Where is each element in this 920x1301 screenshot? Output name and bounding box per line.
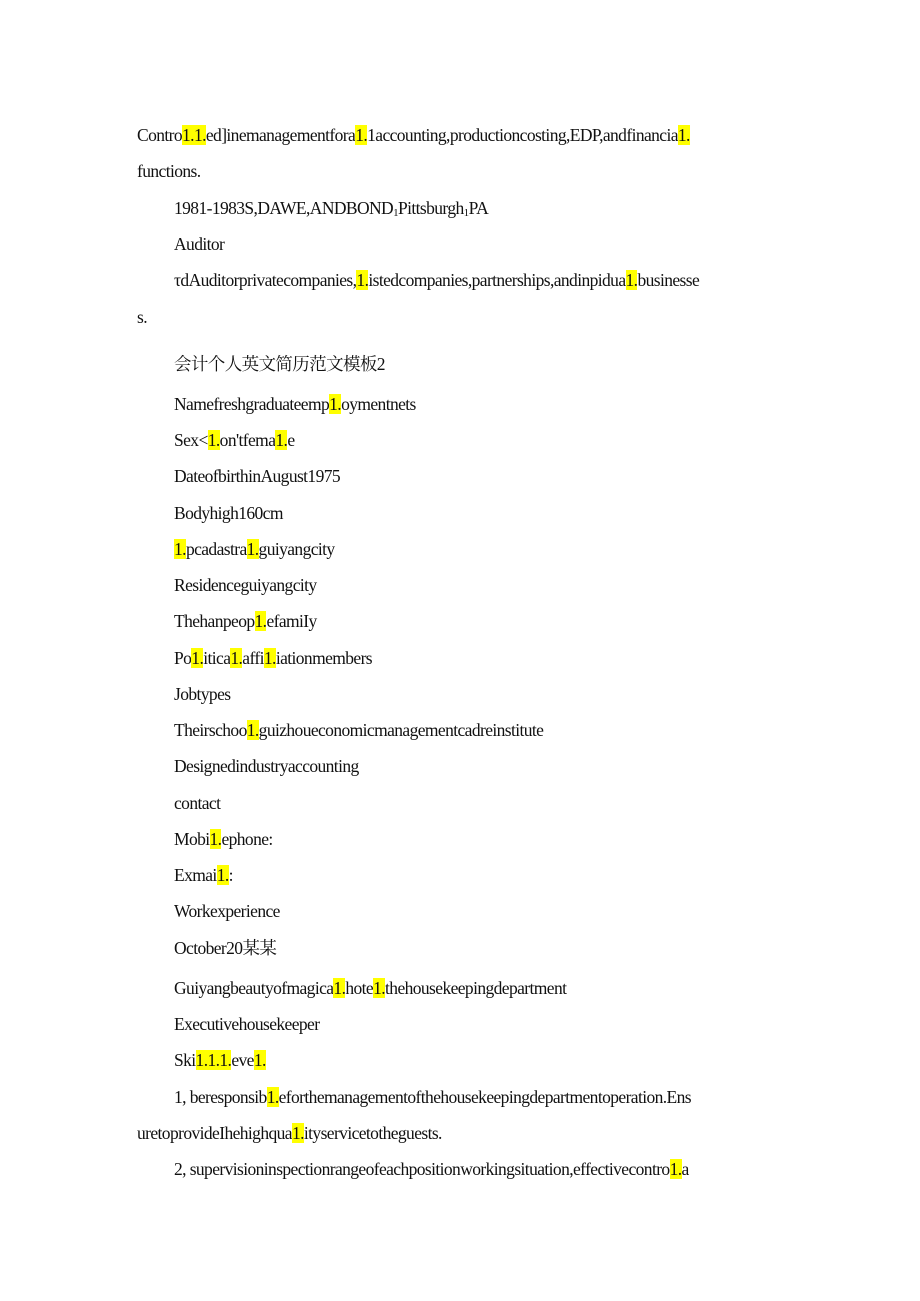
text-run: PA <box>468 198 489 218</box>
text-line <box>174 827 273 851</box>
text-run: : <box>228 865 233 885</box>
text-line <box>174 196 488 225</box>
text-run: affi <box>242 648 264 668</box>
text-line <box>174 537 335 561</box>
text-line <box>174 646 372 670</box>
highlighted-text: 1. <box>191 648 204 668</box>
text-run: functions. <box>137 161 201 181</box>
highlighted-text: 1. <box>246 539 259 559</box>
text-run: guiyangcity <box>258 539 335 559</box>
text-line <box>174 791 220 815</box>
text-run: istedcompanies,partnerships,andinpidua <box>368 270 626 290</box>
text-run: thehousekeepingdepartment <box>385 978 567 998</box>
text-run: ityservicetotheguests. <box>303 1123 442 1143</box>
text-line <box>137 1121 442 1145</box>
text-run: 2, supervisioninspectionrangeofeachpositionworkingsituation,effectivecontro <box>174 1159 670 1179</box>
highlighted-text: 1.1.1. <box>195 1050 232 1070</box>
text-run: s. <box>137 307 147 327</box>
text-line <box>174 428 294 452</box>
text-run: pcadastra <box>185 539 247 559</box>
text-line <box>174 609 317 633</box>
text-run: Residenceguiyangcity <box>174 575 317 595</box>
highlighted-text: 1. <box>356 270 369 290</box>
text-run: Namefreshgraduateemp <box>174 394 330 414</box>
highlighted-text: 1. <box>291 1123 304 1143</box>
highlighted-text: 1. <box>246 720 259 740</box>
highlighted-text: 1. <box>253 1050 266 1070</box>
text-run: 会计个人英文简历范文模板2 <box>174 354 385 374</box>
text-line <box>174 899 280 923</box>
text-line <box>174 1085 691 1109</box>
text-run: Ski <box>174 1050 196 1070</box>
text-run: Mobi <box>174 829 210 849</box>
text-line <box>174 976 566 1000</box>
text-line <box>174 1048 266 1072</box>
text-line <box>174 501 283 525</box>
text-line <box>137 123 690 147</box>
text-run: iationmembers <box>275 648 373 668</box>
text-run: hote <box>345 978 374 998</box>
highlighted-text: 1. <box>216 865 229 885</box>
text-run: eforthemanagementofthehousekeepingdepartmentoperation.Ens <box>278 1087 692 1107</box>
text-run: October20某某 <box>174 938 277 958</box>
text-run: a <box>681 1159 689 1179</box>
text-run: Exmai <box>174 865 217 885</box>
highlighted-text: 1. <box>254 611 267 631</box>
text-line <box>137 305 147 329</box>
highlighted-text: 1. <box>174 539 186 559</box>
text-run: 1981-1983S,DAWE,ANDBOND <box>174 198 394 218</box>
text-line <box>174 268 699 292</box>
highlighted-text: 1. <box>669 1159 682 1179</box>
text-run: eve <box>231 1050 254 1070</box>
text-run: τdAuditorprivatecompanies, <box>174 270 357 290</box>
highlighted-text: 1. <box>266 1087 279 1107</box>
highlighted-text: 1. <box>355 125 368 145</box>
text-line <box>174 754 359 778</box>
text-run: itica <box>203 648 231 668</box>
highlighted-text: 1. <box>329 394 342 414</box>
text-line <box>137 159 201 183</box>
subscript-text: 1 <box>463 207 469 219</box>
highlighted-text: 1. <box>373 978 386 998</box>
text-run: Guiyangbeautyofmagica <box>174 978 334 998</box>
highlighted-text: 1. <box>625 270 638 290</box>
text-line <box>174 936 276 960</box>
text-run: Thehanpeop <box>174 611 255 631</box>
text-run: businesse <box>637 270 700 290</box>
highlighted-text: 1. <box>333 978 346 998</box>
text-run: Pittsburgh <box>398 198 464 218</box>
text-run: DateofbirthinAugust1975 <box>174 466 341 486</box>
text-line <box>174 1012 319 1036</box>
section-heading <box>174 352 385 376</box>
text-run: Bodyhigh160cm <box>174 503 283 523</box>
text-line <box>174 718 543 742</box>
highlighted-text: 1.1. <box>182 125 206 145</box>
text-run: ed]inemanagementfora <box>205 125 356 145</box>
highlighted-text: 1. <box>275 430 288 450</box>
text-run: Workexperience <box>174 901 280 921</box>
text-run: on'tfema <box>219 430 276 450</box>
text-line <box>174 464 340 488</box>
highlighted-text: 1. <box>209 829 222 849</box>
text-run: contact <box>174 793 221 813</box>
text-line <box>174 392 416 416</box>
subscript-text: 1 <box>393 207 398 219</box>
highlighted-text: 1. <box>207 430 220 450</box>
text-run: Contro <box>137 125 183 145</box>
text-run: 1accounting,productioncosting,EDP,andfinancia <box>367 125 678 145</box>
text-run: e <box>287 430 295 450</box>
text-run: Sex< <box>174 430 208 450</box>
highlighted-text: 1. <box>230 648 243 668</box>
text-run: uretoprovideIhehighqua <box>137 1123 292 1143</box>
text-run: Po <box>174 648 192 668</box>
text-run: Theirschoo <box>174 720 247 740</box>
text-line <box>174 863 233 887</box>
text-run: Jobtypes <box>174 684 231 704</box>
text-run: Auditor <box>174 234 225 254</box>
text-line <box>174 1157 689 1181</box>
text-line <box>174 573 317 597</box>
text-run: efamiIy <box>266 611 317 631</box>
text-run: 1, beresponsib <box>174 1087 267 1107</box>
text-line <box>174 232 224 256</box>
text-line <box>174 682 230 706</box>
text-run: Designedindustryaccounting <box>174 756 359 776</box>
text-run: guizhoueconomicmanagementcadreinstitute <box>258 720 544 740</box>
text-run: ephone: <box>221 829 273 849</box>
highlighted-text: 1. <box>263 648 276 668</box>
text-run: oymentnets <box>341 394 416 414</box>
highlighted-text: 1. <box>677 125 690 145</box>
text-run: Executivehousekeeper <box>174 1014 320 1034</box>
